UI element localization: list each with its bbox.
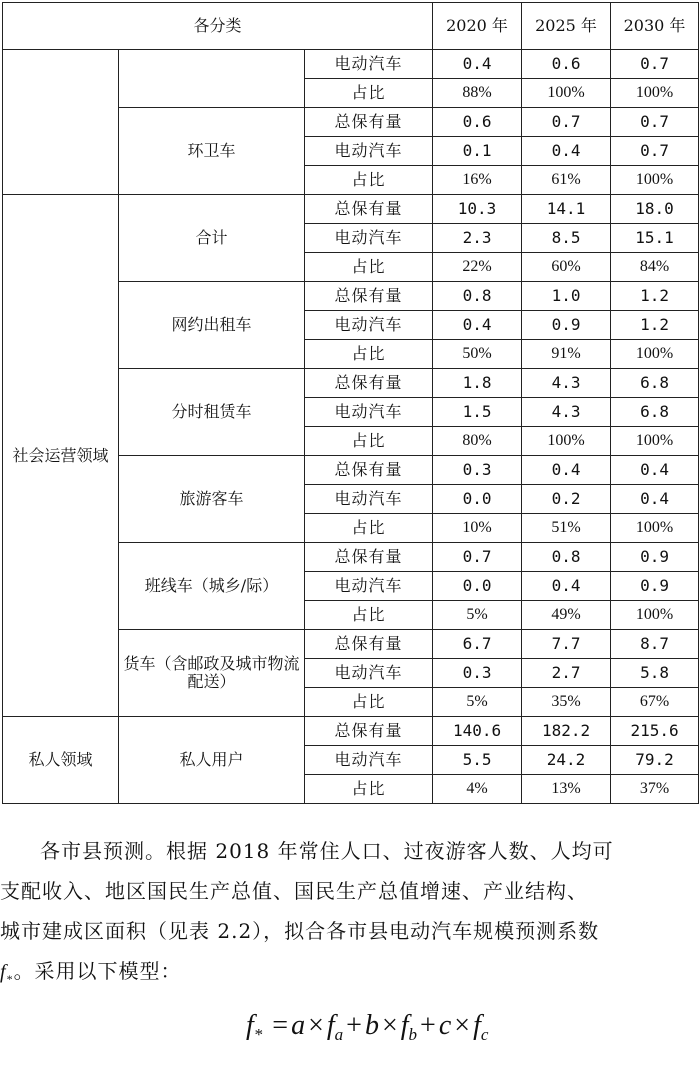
value-cell: 24.2 <box>522 746 611 775</box>
value-cell: 100% <box>611 601 699 630</box>
value-cell: 14.1 <box>522 195 611 224</box>
value-cell: 88% <box>433 79 522 108</box>
value-cell: 0.6 <box>522 50 611 79</box>
value-cell: 4.3 <box>522 398 611 427</box>
value-cell: 0.4 <box>611 485 699 514</box>
metric-cell: 电动汽车 <box>305 311 433 340</box>
value-cell: 0.4 <box>522 137 611 166</box>
value-cell: 4.3 <box>522 369 611 398</box>
value-cell: 0.3 <box>433 456 522 485</box>
value-cell: 0.6 <box>433 108 522 137</box>
value-cell: 5% <box>433 688 522 717</box>
metric-cell: 总保有量 <box>305 108 433 137</box>
metric-cell: 电动汽车 <box>305 224 433 253</box>
value-cell: 100% <box>611 340 699 369</box>
value-cell: 15.1 <box>611 224 699 253</box>
value-cell: 1.8 <box>433 369 522 398</box>
value-cell: 80% <box>433 427 522 456</box>
metric-cell: 总保有量 <box>305 195 433 224</box>
metric-cell: 电动汽车 <box>305 137 433 166</box>
value-cell: 8.5 <box>522 224 611 253</box>
value-cell: 7.7 <box>522 630 611 659</box>
value-cell: 61% <box>522 166 611 195</box>
model-formula: $f_* = a \times f_a + b \times f_b + c \times f_c$ <box>246 1010 489 1044</box>
coefficient-symbol: $f_*$ <box>0 961 14 986</box>
paragraph-line-3: 城市建成区面积（见表 2.2），拟合各市县电动汽车规模预测系数 <box>0 919 600 943</box>
value-cell: 0.4 <box>433 311 522 340</box>
value-cell: 60% <box>522 253 611 282</box>
metric-cell: 总保有量 <box>305 369 433 398</box>
value-cell: 13% <box>522 775 611 804</box>
subcategory-cell <box>119 50 305 108</box>
value-cell: 1.2 <box>611 282 699 311</box>
header-year: 2025 年 <box>522 3 611 50</box>
value-cell: 0.7 <box>433 543 522 572</box>
value-cell: 0.4 <box>522 456 611 485</box>
metric-cell: 占比 <box>305 253 433 282</box>
paragraph-line-1: 各市县预测。根据 2018 年常住人口、过夜游客人数、人均可 <box>40 839 614 863</box>
metric-cell: 电动汽车 <box>305 485 433 514</box>
value-cell: 6.8 <box>611 369 699 398</box>
value-cell: 100% <box>611 514 699 543</box>
metric-cell: 电动汽车 <box>305 572 433 601</box>
metric-cell: 占比 <box>305 601 433 630</box>
value-cell: 49% <box>522 601 611 630</box>
value-cell: 140.6 <box>433 717 522 746</box>
value-cell: 5% <box>433 601 522 630</box>
metric-cell: 占比 <box>305 688 433 717</box>
metric-cell: 总保有量 <box>305 456 433 485</box>
forecast-table <box>2 2 699 804</box>
value-cell: 0.7 <box>611 50 699 79</box>
value-cell: 0.7 <box>611 108 699 137</box>
table-header-row <box>3 3 699 50</box>
metric-cell: 占比 <box>305 166 433 195</box>
value-cell: 0.4 <box>611 456 699 485</box>
value-cell: 0.8 <box>522 543 611 572</box>
paragraph-line-4: $f_*$。采用以下模型： <box>0 959 182 986</box>
value-cell: 8.7 <box>611 630 699 659</box>
metric-cell: 电动汽车 <box>305 746 433 775</box>
value-cell: 0.0 <box>433 572 522 601</box>
metric-cell: 占比 <box>305 340 433 369</box>
value-cell: 5.8 <box>611 659 699 688</box>
value-cell: 51% <box>522 514 611 543</box>
value-cell: 100% <box>611 79 699 108</box>
value-cell: 1.5 <box>433 398 522 427</box>
value-cell: 2.3 <box>433 224 522 253</box>
metric-cell: 总保有量 <box>305 543 433 572</box>
metric-cell: 占比 <box>305 427 433 456</box>
value-cell: 0.4 <box>433 50 522 79</box>
domain-cell <box>3 50 119 195</box>
subcategory-cell: 环卫车 <box>119 108 305 195</box>
subcategory-cell: 货车（含邮政及城市物流配送） <box>119 630 305 717</box>
table-row <box>3 50 699 79</box>
metric-cell: 总保有量 <box>305 717 433 746</box>
value-cell: 10.3 <box>433 195 522 224</box>
domain-cell: 私人领域 <box>3 717 119 804</box>
value-cell: 100% <box>611 427 699 456</box>
table-body <box>3 50 699 804</box>
subcategory-cell: 网约出租车 <box>119 282 305 369</box>
value-cell: 0.8 <box>433 282 522 311</box>
metric-cell: 电动汽车 <box>305 659 433 688</box>
value-cell: 100% <box>522 427 611 456</box>
value-cell: 0.2 <box>522 485 611 514</box>
value-cell: 0.1 <box>433 137 522 166</box>
value-cell: 1.2 <box>611 311 699 340</box>
value-cell: 2.7 <box>522 659 611 688</box>
value-cell: 79.2 <box>611 746 699 775</box>
subcategory-cell: 旅游客车 <box>119 456 305 543</box>
value-cell: 84% <box>611 253 699 282</box>
value-cell: 5.5 <box>433 746 522 775</box>
value-cell: 37% <box>611 775 699 804</box>
value-cell: 6.7 <box>433 630 522 659</box>
value-cell: 22% <box>433 253 522 282</box>
metric-cell: 总保有量 <box>305 630 433 659</box>
paragraph-line-2: 支配收入、地区国民生产总值、国民生产总值增速、产业结构、 <box>0 879 588 903</box>
value-cell: 215.6 <box>611 717 699 746</box>
metric-cell: 电动汽车 <box>305 398 433 427</box>
header-year: 2030 年 <box>611 3 699 50</box>
value-cell: 100% <box>611 166 699 195</box>
header-year: 2020 年 <box>433 3 522 50</box>
metric-cell: 电动汽车 <box>305 50 433 79</box>
value-cell: 4% <box>433 775 522 804</box>
metric-cell: 总保有量 <box>305 282 433 311</box>
table-row <box>3 717 699 746</box>
value-cell: 0.9 <box>522 311 611 340</box>
subcategory-cell: 分时租赁车 <box>119 369 305 456</box>
value-cell: 0.7 <box>611 137 699 166</box>
metric-cell: 占比 <box>305 775 433 804</box>
value-cell: 100% <box>522 79 611 108</box>
header-category: 各分类 <box>3 3 433 50</box>
value-cell: 67% <box>611 688 699 717</box>
value-cell: 18.0 <box>611 195 699 224</box>
subcategory-cell: 班线车（城乡/际） <box>119 543 305 630</box>
value-cell: 6.8 <box>611 398 699 427</box>
value-cell: 91% <box>522 340 611 369</box>
value-cell: 0.4 <box>522 572 611 601</box>
value-cell: 1.0 <box>522 282 611 311</box>
metric-cell: 占比 <box>305 79 433 108</box>
value-cell: 0.7 <box>522 108 611 137</box>
value-cell: 50% <box>433 340 522 369</box>
value-cell: 10% <box>433 514 522 543</box>
value-cell: 0.9 <box>611 543 699 572</box>
value-cell: 35% <box>522 688 611 717</box>
value-cell: 182.2 <box>522 717 611 746</box>
table-row <box>3 195 699 224</box>
value-cell: 0.0 <box>433 485 522 514</box>
metric-cell: 占比 <box>305 514 433 543</box>
value-cell: 0.3 <box>433 659 522 688</box>
subcategory-cell: 合计 <box>119 195 305 282</box>
subcategory-cell: 私人用户 <box>119 717 305 804</box>
value-cell: 0.9 <box>611 572 699 601</box>
domain-cell: 社会运营领域 <box>3 195 119 717</box>
value-cell: 16% <box>433 166 522 195</box>
